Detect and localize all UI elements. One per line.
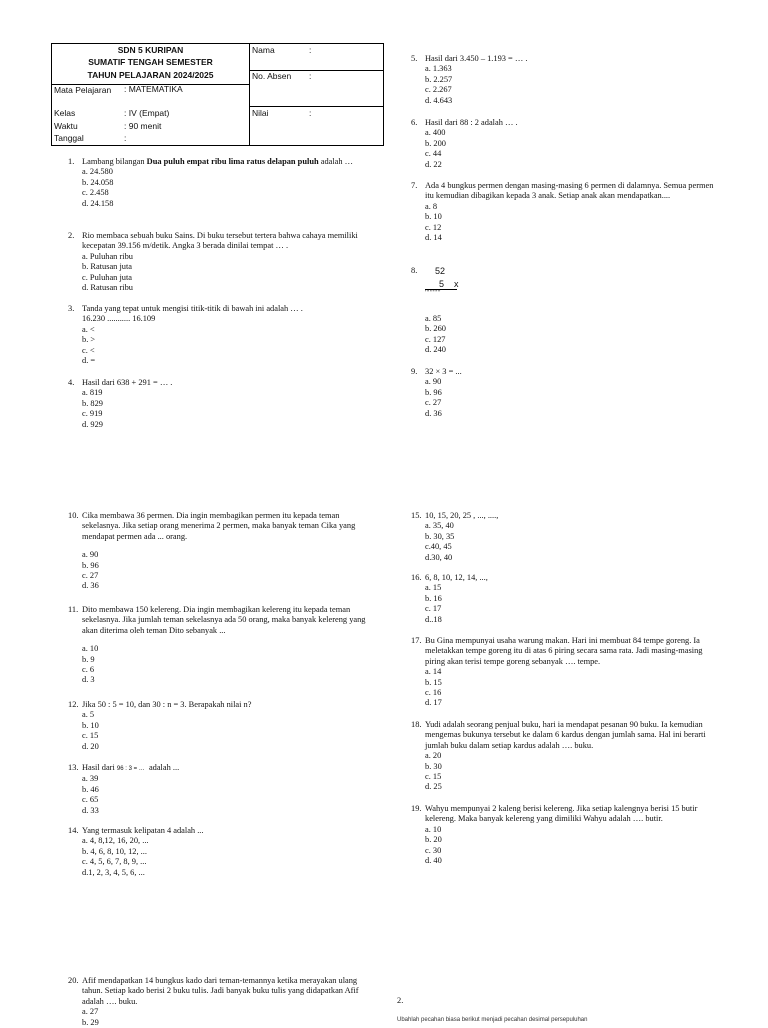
option-a[interactable]: a. 1.363	[425, 64, 452, 74]
question-stem: Yang termasuk kelipatan 4 adalah ...	[82, 826, 204, 835]
absen-field[interactable]: :	[309, 71, 312, 81]
option-a[interactable]: a. 27	[82, 1007, 99, 1017]
question-19	[411, 804, 711, 866]
question-number: 1.	[68, 157, 75, 166]
option-b[interactable]: b. 30, 35	[425, 531, 455, 541]
subject-value: : MATEMATIKA	[124, 84, 183, 94]
multiply-sign: x	[454, 279, 459, 289]
name-field[interactable]: :	[309, 45, 312, 55]
question-11	[68, 605, 368, 686]
question-number: 4.	[68, 378, 75, 387]
essay-instruction: Ubahlah pecahan biasa berikut menjadi pecahan desimal persepuluhan	[397, 1017, 588, 1023]
question-1	[68, 157, 368, 209]
option-a[interactable]: a. 85	[425, 314, 442, 323]
class-value: : IV (Empat)	[124, 108, 170, 118]
option-d[interactable]: d.1, 2, 3, 4, 5, 6, ...	[82, 867, 145, 877]
option-a[interactable]: a. 10	[82, 644, 99, 654]
option-d[interactable]: d. 4.643	[425, 95, 453, 105]
question-10	[68, 511, 368, 592]
question-stem: Ada 4 bungkus permen dengan masing-masing 6 permen di dalamnya. Semua permen itu kemudian dibagikan kepada 3 anak. Setiap anak akan mendapatkan....	[425, 181, 716, 201]
option-c[interactable]: c. 44	[425, 149, 442, 159]
option-a[interactable]: a. <	[82, 324, 95, 334]
time-label: Waktu	[54, 121, 78, 131]
question-3	[68, 304, 368, 366]
question-number: 14.	[68, 826, 79, 835]
question-4	[68, 378, 368, 430]
option-b[interactable]: b. 260	[425, 324, 446, 334]
option-c[interactable]: c. 6	[82, 665, 95, 675]
option-b[interactable]: b. Ratusan juta	[82, 262, 133, 272]
question-stem: Bu Gina mempunyai usaha warung makan. Hari ini membuat 84 tempe goreng. Ia meletakkan tempe goreng itu di atas 6 piring secara sama rata. Jadi masing-masing piring akan terisi tempe goreng sebanyak …. tempe.	[425, 636, 705, 666]
option-a[interactable]: a. 24.580	[82, 167, 113, 177]
option-b[interactable]: b. 9	[82, 654, 95, 664]
option-a[interactable]: a. 819	[82, 388, 103, 398]
option-b[interactable]: b. 4, 6, 8, 10, 12, ...	[82, 846, 147, 856]
question-number: 19.	[411, 804, 422, 813]
option-d[interactable]: d. 36	[425, 408, 442, 418]
question-8-options	[411, 314, 611, 356]
option-d[interactable]: d. 25	[425, 782, 442, 792]
option-a[interactable]: a. 4, 8,12, 16, 20, ...	[82, 836, 149, 846]
name-label: Nama	[252, 45, 275, 55]
option-a[interactable]: a. 90	[425, 377, 442, 387]
question-15	[411, 511, 711, 563]
option-d[interactable]: d. 14	[425, 233, 442, 243]
option-d[interactable]: d. =	[82, 356, 96, 366]
question-12	[68, 700, 368, 752]
header-rule	[249, 106, 384, 107]
option-b[interactable]: b. 10	[82, 720, 99, 730]
option-d[interactable]: d. 3	[82, 675, 95, 685]
option-a[interactable]: a. 39	[82, 774, 99, 784]
question-14	[68, 826, 368, 878]
question-16	[411, 573, 711, 625]
question-9	[411, 367, 711, 419]
question-number: 10.	[68, 511, 79, 520]
question-stem: Lambang bilangan Dua puluh empat ribu lima ratus delapan puluh adalah …	[82, 157, 354, 166]
option-a[interactable]: a. 20	[425, 751, 442, 761]
question-stem: Hasil dari 638 + 291 = … .	[82, 378, 173, 387]
option-d[interactable]: d..18	[425, 614, 442, 624]
option-d[interactable]: d. 240	[425, 345, 446, 355]
question-stem: Tanda yang tepat untuk mengisi titik-titik di bawah ini adalah … .	[82, 304, 303, 313]
multiplicand: 52	[435, 266, 446, 276]
question-5	[411, 54, 711, 106]
question-stem: Yudi adalah seorang penjual buku, hari ia mendapat pesanan 90 buku. Ia kemudian mengemas bukunya tersebut ke dalam 6 kardus dengan jumlah sama. Hal ini berarti jumlah buku dalam setiap kardus adalah …. buku.	[425, 720, 708, 750]
option-c[interactable]: c. 16	[425, 688, 442, 698]
question-18	[411, 720, 716, 793]
question-number: 20.	[68, 976, 79, 985]
option-c[interactable]: c. 2.458	[82, 188, 109, 198]
question-number: 11.	[68, 605, 79, 614]
option-b[interactable]: b. 2.257	[425, 74, 453, 84]
option-c[interactable]: c. 17	[425, 604, 442, 614]
option-b[interactable]: b. 96	[425, 387, 442, 397]
question-stem: Hasil dari 88 : 2 adalah … .	[425, 118, 518, 127]
option-b[interactable]: b. 24.058	[82, 177, 114, 187]
question-number: 6.	[411, 118, 418, 127]
question-number: 2.	[68, 231, 75, 240]
question-6	[411, 118, 711, 170]
option-c[interactable]: c. 919	[82, 409, 103, 419]
option-b[interactable]: b. 20	[425, 835, 442, 845]
question-stem: Rio membaca sebuah buku Sains. Di buku tersebut tertera bahwa cahaya memiliki kecepatan 39.156 m/detik. Angka 3 berada dinilai tempat … .	[82, 231, 360, 251]
absen-label: No. Absen	[252, 71, 292, 81]
option-a[interactable]: a. 90	[82, 550, 99, 560]
date-value: :	[124, 133, 127, 143]
option-d[interactable]: d. 40	[425, 856, 442, 866]
question-20	[68, 976, 368, 1028]
date-label: Tanggal	[54, 133, 84, 143]
option-c[interactable]: c. 127	[425, 334, 446, 344]
option-c[interactable]: c. 27	[425, 398, 442, 408]
option-a[interactable]: a. 5	[82, 710, 95, 720]
option-c[interactable]: c. 4, 5, 6, 7, 8, 9, ...	[82, 857, 147, 867]
option-a[interactable]: a. 15	[425, 583, 442, 593]
question-number: 16.	[411, 573, 422, 582]
school-name: SDN 5 KURIPAN	[117, 45, 184, 55]
essay-number: 2.	[397, 996, 404, 1005]
academic-year: TAHUN PELAJARAN 2024/2025	[87, 70, 214, 80]
question-number: 8.	[411, 266, 418, 275]
option-b[interactable]: b. 829	[82, 398, 103, 408]
option-a[interactable]: a. 400	[425, 128, 446, 138]
answer-dots: ''''''''''	[425, 290, 441, 296]
option-b[interactable]: b. 200	[425, 138, 446, 148]
option-d[interactable]: d. 36	[82, 581, 99, 591]
option-c[interactable]: c. 27	[82, 571, 99, 581]
subject-label: Mata Pelajaran	[54, 85, 112, 95]
option-c[interactable]: c. 65	[82, 795, 99, 805]
question-number: 17.	[411, 636, 422, 645]
option-c[interactable]: c. 2.267	[425, 85, 452, 95]
option-b[interactable]: b. 29	[82, 1017, 99, 1027]
header-divider	[249, 44, 250, 145]
question-stem: Wahyu mempunyai 2 kaleng berisi kelereng. Jika setiap kalengnya berisi 15 butir kelereng. Maka banyak kelereng yang dimiliki Wahyu adalah …. butir.	[425, 804, 700, 824]
option-c[interactable]: c. Puluhan juta	[82, 272, 133, 282]
question-stem: Afif mendapatkan 14 bungkus kado dari teman-temannya ketika merayakan ulang tahun. Setiap kado berisi 2 buku tulis. Jadi banyak buku tulis yang didapatkan Afif adalah …. buku.	[82, 976, 361, 1006]
option-c[interactable]: c. <	[82, 345, 95, 355]
question-17	[411, 636, 716, 709]
question-stem: 10, 15, 20, 25 , ..., ....,	[425, 511, 499, 520]
option-d[interactable]: d. 33	[82, 805, 99, 815]
option-c[interactable]: c. 15	[82, 731, 99, 741]
multiplier: 5	[439, 279, 445, 289]
option-d[interactable]: d. Ratusan ribu	[82, 283, 133, 293]
question-number: 9.	[411, 367, 418, 376]
option-a[interactable]: a. 8	[425, 201, 438, 211]
score-field[interactable]: :	[309, 108, 312, 118]
header-table	[51, 43, 384, 146]
option-d[interactable]: d. 17	[425, 698, 442, 708]
comparison-expression: 16.230 ........... 16.109	[82, 314, 156, 324]
option-d[interactable]: d.30, 40	[425, 552, 453, 562]
option-a[interactable]: a. 35, 40	[425, 521, 454, 531]
exam-title: SUMATIF TENGAH SEMESTER	[88, 57, 213, 67]
option-c[interactable]: c. 15	[425, 772, 442, 782]
class-label: Kelas	[54, 108, 76, 118]
option-d[interactable]: d. 929	[82, 419, 103, 429]
option-b[interactable]: b. 10	[425, 212, 442, 222]
option-b[interactable]: b. 30	[425, 761, 442, 771]
question-number: 12.	[68, 700, 79, 709]
option-b[interactable]: b. 16	[425, 593, 442, 603]
question-2	[68, 231, 368, 293]
option-c[interactable]: c. 12	[425, 222, 442, 232]
question-number: 5.	[411, 54, 418, 63]
option-c[interactable]: c.40, 45	[425, 542, 452, 552]
option-d[interactable]: d. 22	[425, 159, 442, 169]
option-b[interactable]: b. 15	[425, 677, 442, 687]
question-stem: 32 × 3 = ...	[425, 367, 462, 376]
question-number: 18.	[411, 720, 422, 729]
question-number: 13.	[68, 763, 79, 772]
score-label: Nilai	[252, 108, 269, 118]
question-stem: Hasil dari 96 : 3 = … adalah ...	[82, 763, 180, 772]
question-number: 7.	[411, 181, 418, 190]
question-stem: Jika 50 : 5 = 10, dan 30 : n = 3. Berapakah nilai n?	[82, 700, 252, 709]
option-b[interactable]: b. >	[82, 335, 96, 345]
option-d[interactable]: d. 24.158	[82, 198, 114, 208]
option-a[interactable]: a. 14	[425, 667, 442, 677]
question-7	[411, 181, 716, 243]
option-a[interactable]: a. Puluhan ribu	[82, 251, 133, 261]
option-d[interactable]: d. 20	[82, 741, 99, 751]
question-number: 3.	[68, 304, 75, 313]
time-value: : 90 menit	[124, 121, 162, 131]
option-c[interactable]: c. 30	[425, 845, 442, 855]
question-stem: Cika membawa 36 permen. Dia ingin membagikan permen itu kepada teman sekelasnya. Jika setiap orang menerima 2 permen, maka banyak teman Cika yang mendapat permen ada ... orang.	[82, 511, 358, 541]
question-number: 15.	[411, 511, 422, 520]
question-stem: 6, 8, 10, 12, 14, ...,	[425, 573, 488, 582]
question-stem: Hasil dari 3.450 – 1.193 = … .	[425, 54, 528, 63]
option-b[interactable]: b. 46	[82, 784, 99, 794]
question-13	[68, 763, 368, 816]
option-b[interactable]: b. 96	[82, 560, 99, 570]
option-a[interactable]: a. 10	[425, 824, 442, 834]
question-stem: Dito membawa 150 kelereng. Dia ingin membagikan kelereng itu kepada teman sekelasnya. Jika jumlah teman sekelasnya ada 50 orang, maka banyak kelereng yang akan diterima oleh teman Dito sebanyak ...	[82, 605, 368, 635]
